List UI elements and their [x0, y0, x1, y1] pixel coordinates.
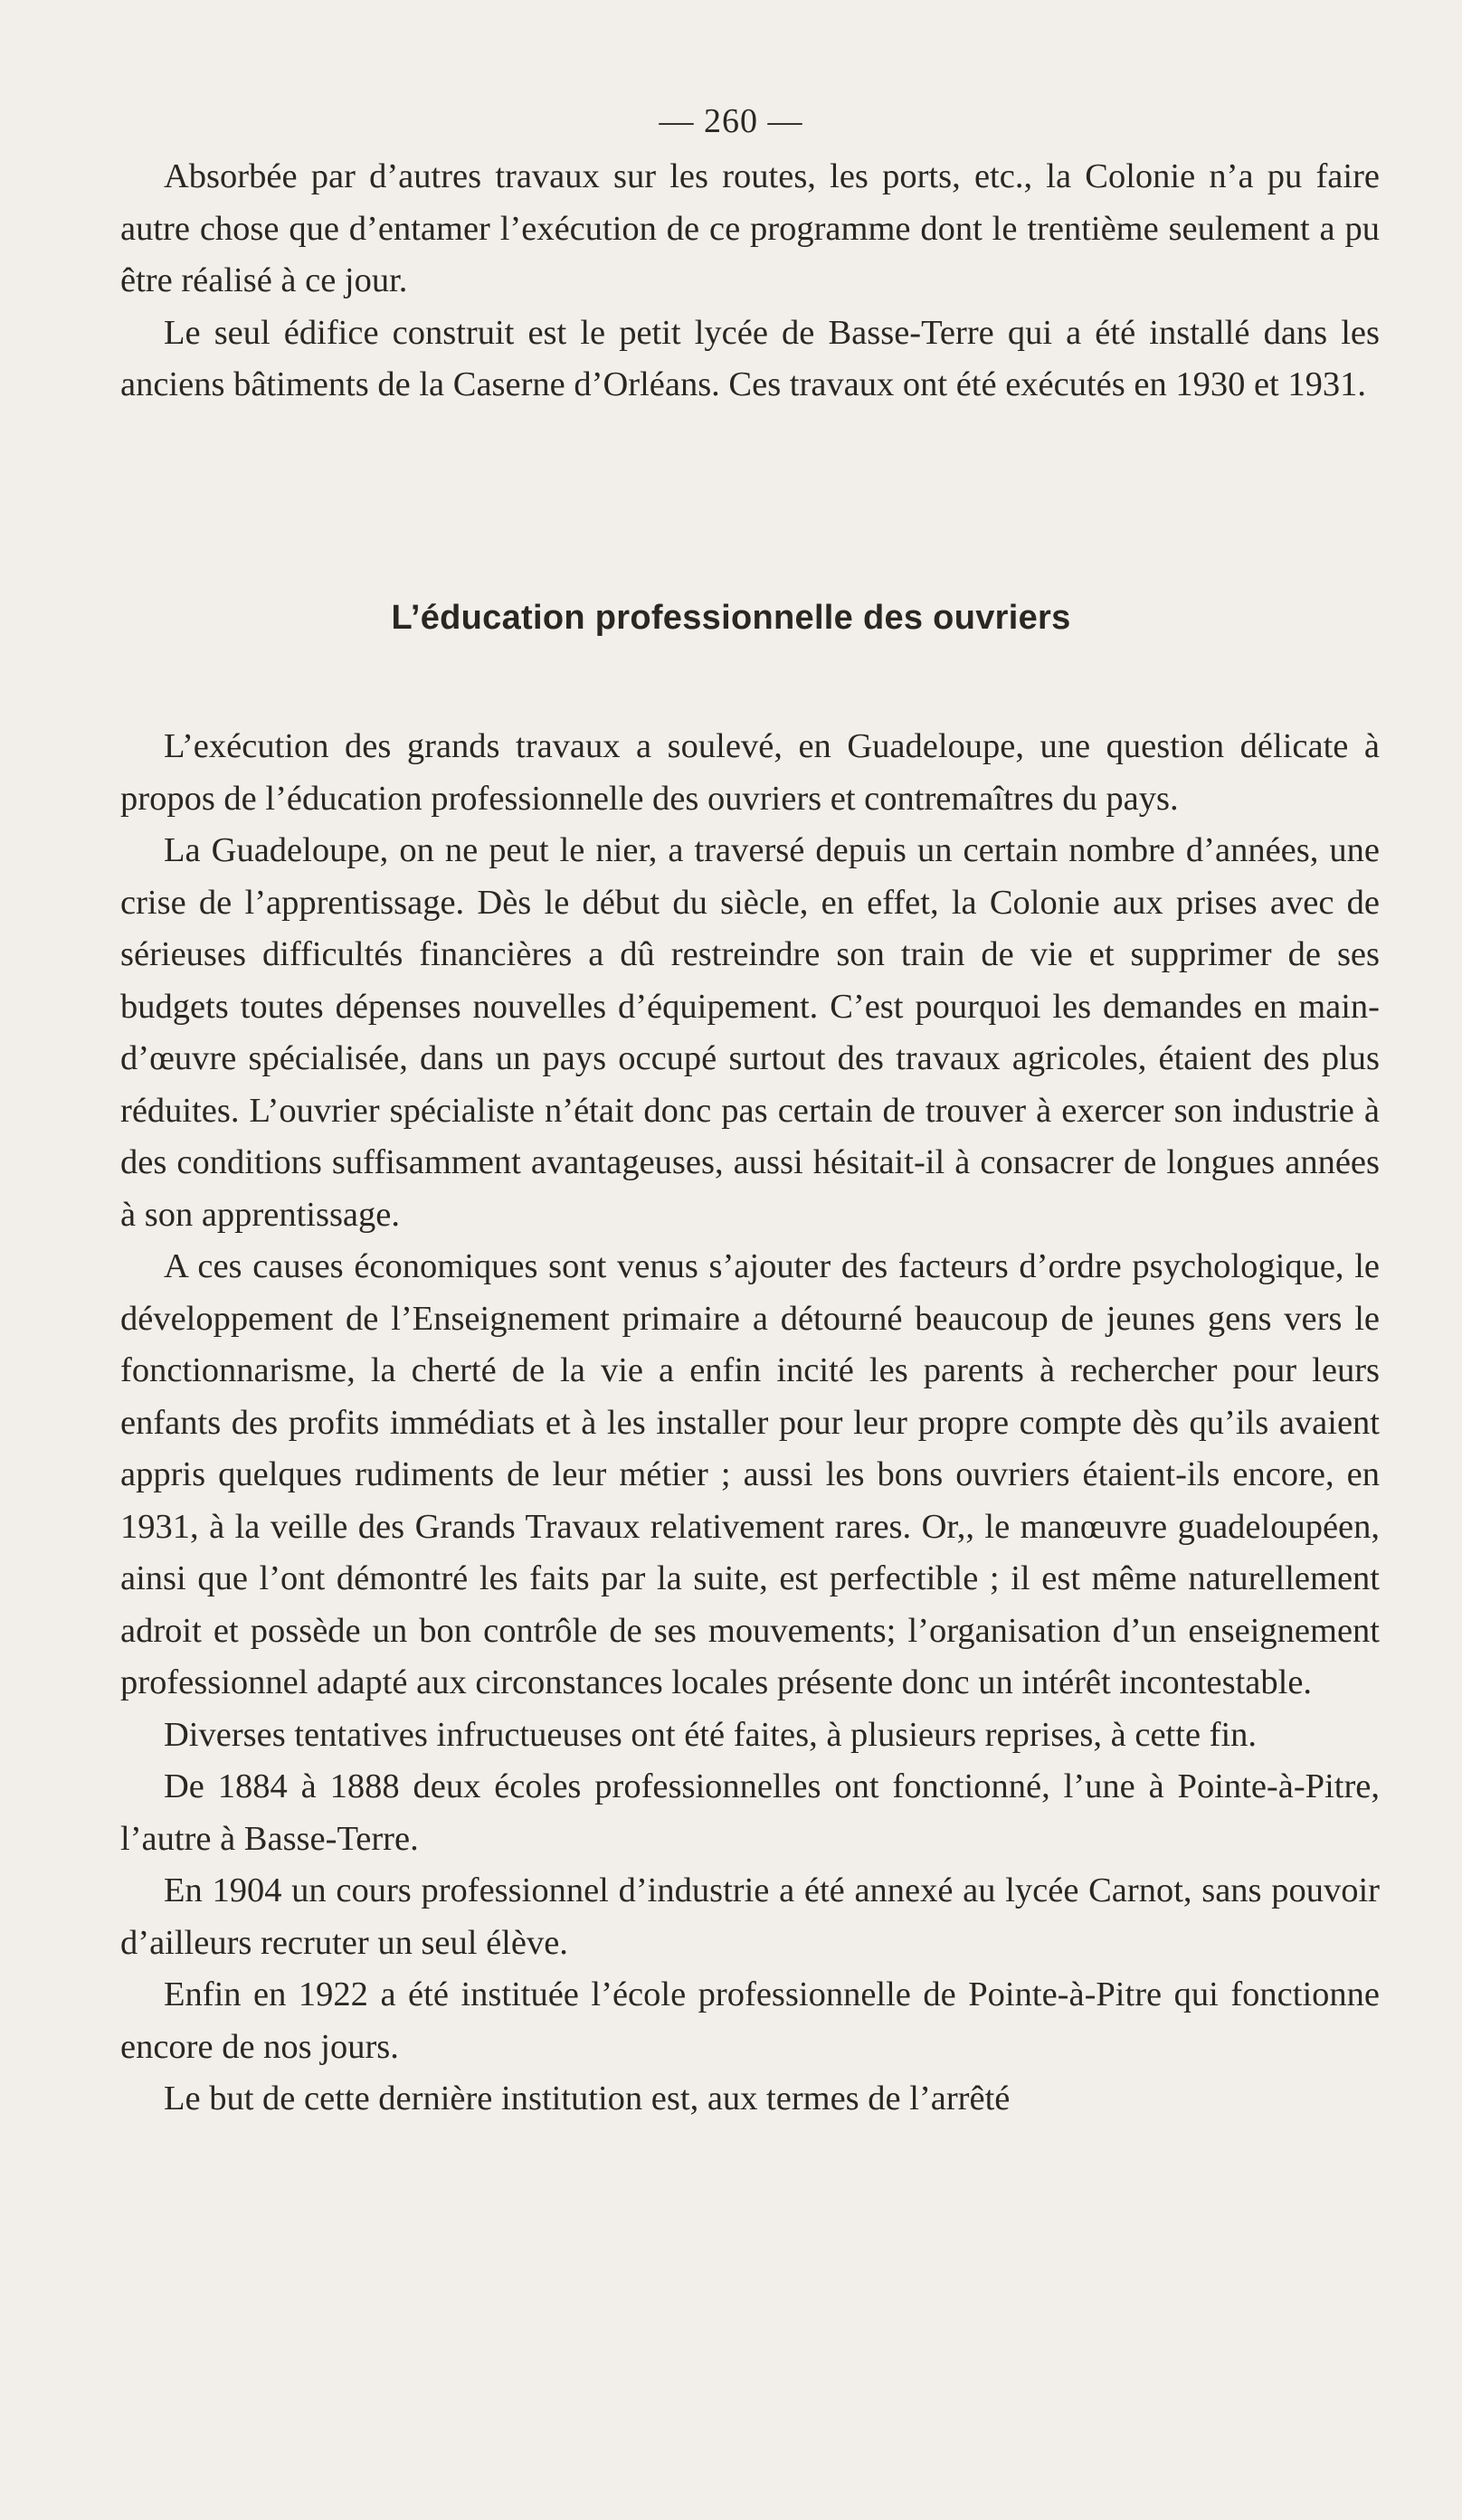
- paragraph: L’exécution des grands travaux a soulevé, en Guadeloupe, une question délicate à propos de l’éducation professionnelle des ouvriers et contremaîtres du pays.: [120, 727, 1380, 818]
- intro-text: [120, 151, 1380, 412]
- section-heading: L’éducation professionnelle des ouvriers: [391, 599, 1071, 637]
- paragraph: Le seul édifice construit est le petit lycée de Basse-Terre qui a été installé dans les anciens bâtiments de la Caserne d’Orléans. Ces travaux ont été exécutés en 1930 et 1931.: [120, 313, 1380, 403]
- paragraph: La Guadeloupe, on ne peut le nier, a traversé depuis un certain nombre d’années, une crise de l’apprentissage. Dès le début du siècle, en effet, la Colonie aux prises avec de sérieuses difficultés financières a dû restreindre son train de vie et supprimer de ses budgets toutes dépenses nouvelles d’équipement. C’est pourquoi les demandes en main-d’œuvre spécialisée, dans un pays occupé surtout des travaux agricoles, étaient des plus réduites. L’ouvrier spécialiste n’était donc pas certain de trouver à exercer son industrie à des conditions suffisamment avantageuses, aussi hésitait-il à consacrer de longues années à son apprentissage.: [120, 831, 1380, 1234]
- paragraph: De 1884 à 1888 deux écoles professionnelles ont fonctionné, l’une à Pointe-à-Pitre, l’autre à Basse-Terre.: [120, 1767, 1380, 1858]
- section-body: [120, 721, 1380, 2126]
- paragraph: En 1904 un cours professionnel d’industrie a été annexé au lycée Carnot, sans pouvoir d’ailleurs recruter un seul élève.: [120, 1871, 1380, 1962]
- paragraph: Le but de cette dernière institution est, aux termes de l’arrêté: [164, 2079, 1011, 2117]
- paragraph: Absorbée par d’autres travaux sur les routes, les ports, etc., la Colonie n’a pu faire autre chose que d’entamer l’exécution de ce programme dont le trentième seulement a pu être réalisé à ce jour.: [120, 157, 1380, 299]
- paragraph: Enfin en 1922 a été instituée l’école professionnelle de Pointe-à-Pitre qui fonctionne encore de nos jours.: [120, 1975, 1380, 2066]
- page-number: — 260 —: [659, 102, 803, 140]
- paragraph: A ces causes économiques sont venus s’ajouter des facteurs d’ordre psychologique, le développement de l’Enseignement primaire a détourné beaucoup de jeunes gens vers le fonctionnarisme, la cherté de la vie a enfin incité les parents à rechercher pour leurs enfants des profits immédiats et à les installer pour leur propre compte dès qu’ils avaient appris quelques rudiments de leur métier ; aussi les bons ouvriers étaient-ils encore, en 1931, à la veille des Grands Travaux relativement rares. Or,, le manœuvre guadeloupéen, ainsi que l’ont démontré les faits par la suite, est perfectible ; il est même naturellement adroit et possède un bon contrôle de ses mouvements; l’organisation d’un enseignement professionnel adapté aux circonstances locales présente donc un intérêt incontestable.: [120, 1247, 1380, 1701]
- paragraph: Diverses tentatives infructueuses ont été faites, à plusieurs reprises, à cette fin.: [164, 1715, 1258, 1754]
